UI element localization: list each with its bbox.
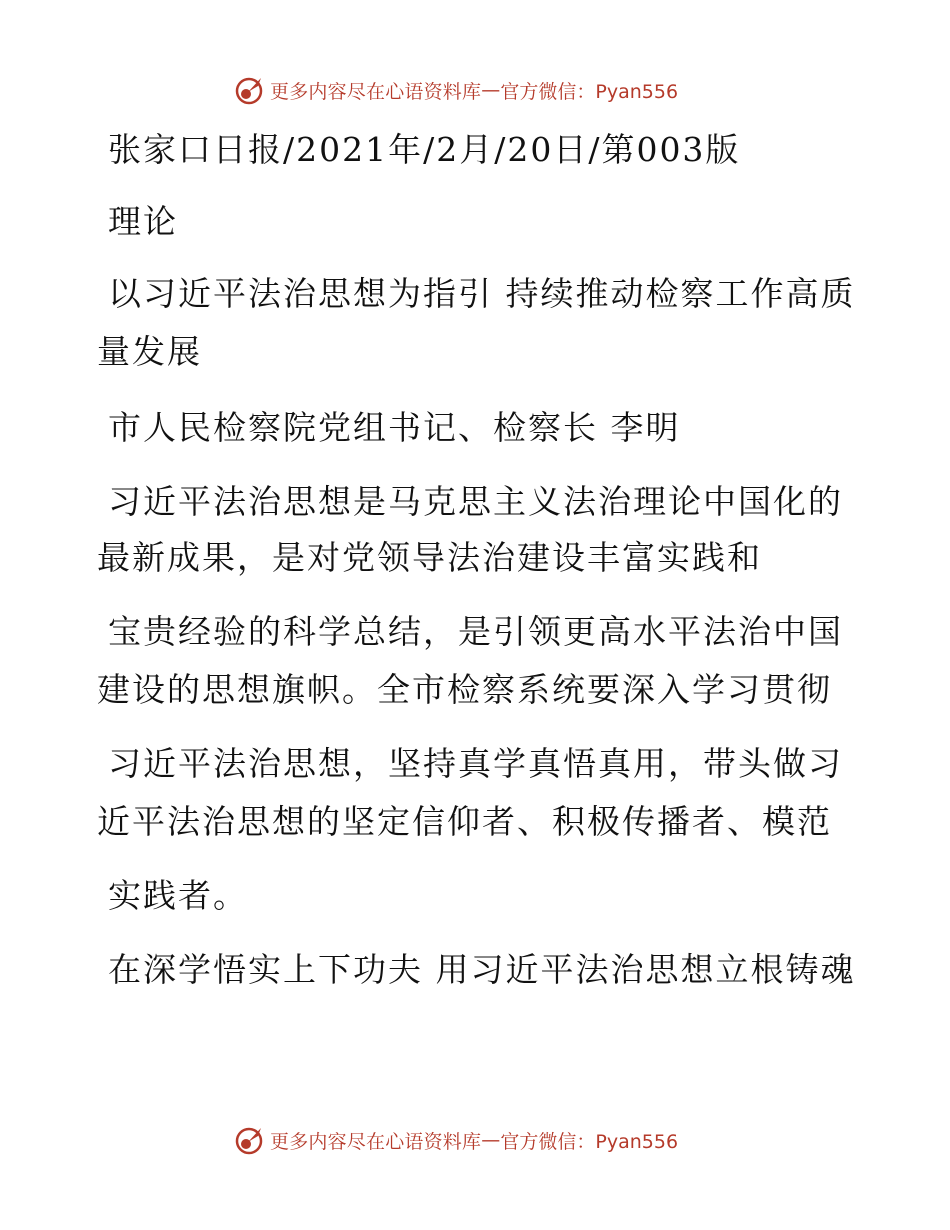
headline-line-2: 量发展	[97, 332, 202, 371]
source-line: 张家口日报/2021年/2月/20日/第003版	[108, 130, 741, 169]
watermark-wechat: 官方微信：Pyan556	[500, 80, 679, 103]
paragraph-line: 习近平法治思想是马克思主义法治理论中国化的	[108, 482, 843, 521]
watermark-separator: —	[481, 79, 501, 101]
subheading: 在深学悟实上下功夫 用习近平法治思想立根铸魂	[108, 950, 856, 989]
section-label: 理论	[108, 202, 178, 241]
quill-pen-logo-icon	[234, 75, 264, 105]
watermark-banner-bottom	[234, 1123, 678, 1157]
quill-pen-logo-icon	[234, 1125, 264, 1155]
watermark-wechat: 官方微信：Pyan556	[500, 1130, 679, 1153]
byline: 市人民检察院党组书记、检察长 李明	[108, 408, 681, 447]
paragraph-line: 实践者。	[108, 876, 248, 915]
watermark-site-text: 更多内容尽在心语资料库	[270, 80, 482, 103]
paragraph-line: 建设的思想旗帜。全市检察系统要深入学习贯彻	[97, 670, 832, 709]
paragraph-line: 宝贵经验的科学总结，是引领更高水平法治中国	[108, 612, 843, 651]
watermark-site-text: 更多内容尽在心语资料库	[270, 1130, 482, 1153]
paragraph-line: 近平法治思想的坚定信仰者、积极传播者、模范	[97, 802, 832, 841]
paragraph-line: 最新成果，是对党领导法治建设丰富实践和	[97, 538, 762, 577]
paragraph-line: 习近平法治思想，坚持真学真悟真用，带头做习	[108, 744, 843, 783]
headline-line-1: 以习近平法治思想为指引 持续推动检察工作高质	[108, 274, 856, 313]
watermark-separator: —	[481, 1129, 501, 1151]
watermark-banner-top	[234, 73, 678, 107]
